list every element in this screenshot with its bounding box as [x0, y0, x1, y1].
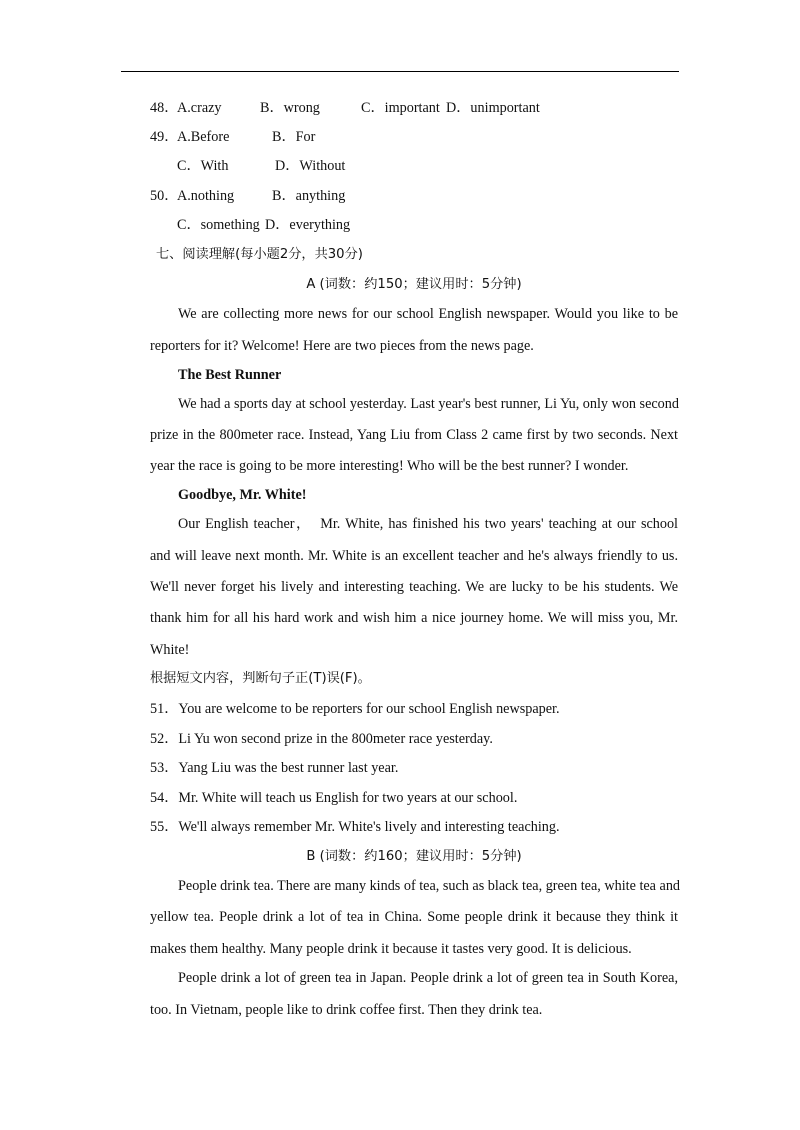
statement-53: 53．Yang Liu was the best runner last year.	[150, 760, 399, 776]
story-1-line-1: We had a sports day at school yesterday. Last year's best runner, Li Yu, only won second	[178, 396, 679, 412]
question-49-option-a: A.Before	[177, 129, 230, 145]
story-2-line-1: Our English teacher， Mr. White, has finished his two years' teaching at our school	[178, 516, 678, 532]
story-1-title: The Best Runner	[178, 367, 282, 383]
story-2-line-4: thank him for all his hard work and wish him a nice journey home. We will miss you, Mr.	[150, 610, 678, 626]
question-50-number: 50．	[150, 188, 179, 204]
question-50-option-b: B．anything	[272, 188, 346, 204]
question-49-number: 49．	[150, 129, 179, 145]
passage-b-para-1-line-3: makes them healthy. Many people drink it because it tastes very good. It is delicious.	[150, 941, 632, 957]
question-48-option-d: D．unimportant	[446, 100, 540, 116]
story-2-title: Goodbye, Mr. White!	[178, 487, 307, 503]
statement-52: 52．Li Yu won second prize in the 800meter race yesterday.	[150, 731, 493, 747]
question-50-option-c: C．something	[177, 217, 260, 233]
question-48-option-b: B．wrong	[260, 100, 320, 116]
passage-a-intro-line-2: reporters for it? Welcome! Here are two pieces from the news page.	[150, 338, 534, 354]
question-50-option-d: D．everything	[265, 217, 351, 233]
question-49-option-b: B．For	[272, 129, 316, 145]
statement-54: 54．Mr. White will teach us English for two years at our school.	[150, 790, 518, 806]
question-48-option-a: A.crazy	[177, 100, 222, 116]
question-50-option-a: A.nothing	[177, 188, 235, 204]
passage-b-para-2-line-1: People drink a lot of green tea in Japan. People drink a lot of green tea in South Korea,	[178, 970, 678, 986]
passage-a-heading: A (词数：约150；建议用时：5分钟)	[306, 277, 522, 292]
passage-b-para-1-line-1: People drink tea. There are many kinds of tea, such as black tea, green tea, white tea and	[178, 878, 681, 894]
passage-b-para-1-line-2: yellow tea. People drink a lot of tea in China. Some people drink it because they think it	[150, 909, 678, 925]
passage-b-heading: B (词数：约160；建议用时：5分钟)	[306, 849, 522, 864]
header-rule	[121, 71, 679, 72]
statement-55: 55．We'll always remember Mr. White's lively and interesting teaching.	[150, 819, 560, 835]
question-49-option-c: C．With	[177, 158, 229, 174]
question-48-number: 48．	[150, 100, 179, 116]
section-title: 七、阅读理解(每小题2分，共30分)	[156, 247, 363, 262]
story-2-line-5: White!	[150, 642, 190, 658]
story-2-line-2: and will leave next month. Mr. White is an excellent teacher and he's always friendly to us.	[150, 548, 678, 564]
passage-a-intro-line-1: We are collecting more news for our school English newspaper. Would you like to be	[178, 306, 678, 322]
passage-b-para-2-line-2: too. In Vietnam, people like to drink coffee first. Then they drink tea.	[150, 1002, 543, 1018]
story-1-line-2: prize in the 800meter race. Instead, Yang Liu from Class 2 came first by two seconds. Next	[150, 427, 678, 443]
question-49-option-d: D．Without	[275, 158, 346, 174]
story-2-line-3: We'll never forget his lively and interesting teaching. We are lucky to be his students. We	[150, 579, 678, 595]
statement-51: 51．You are welcome to be reporters for our school English newspaper.	[150, 701, 560, 717]
question-48-option-c: C．important	[361, 100, 440, 116]
story-1-line-3: year the race is going to be more interesting! Who will be the best runner? I wonder.	[150, 458, 629, 474]
true-false-instruction: 根据短文内容，判断句子正(T)误(F)。	[150, 671, 371, 686]
